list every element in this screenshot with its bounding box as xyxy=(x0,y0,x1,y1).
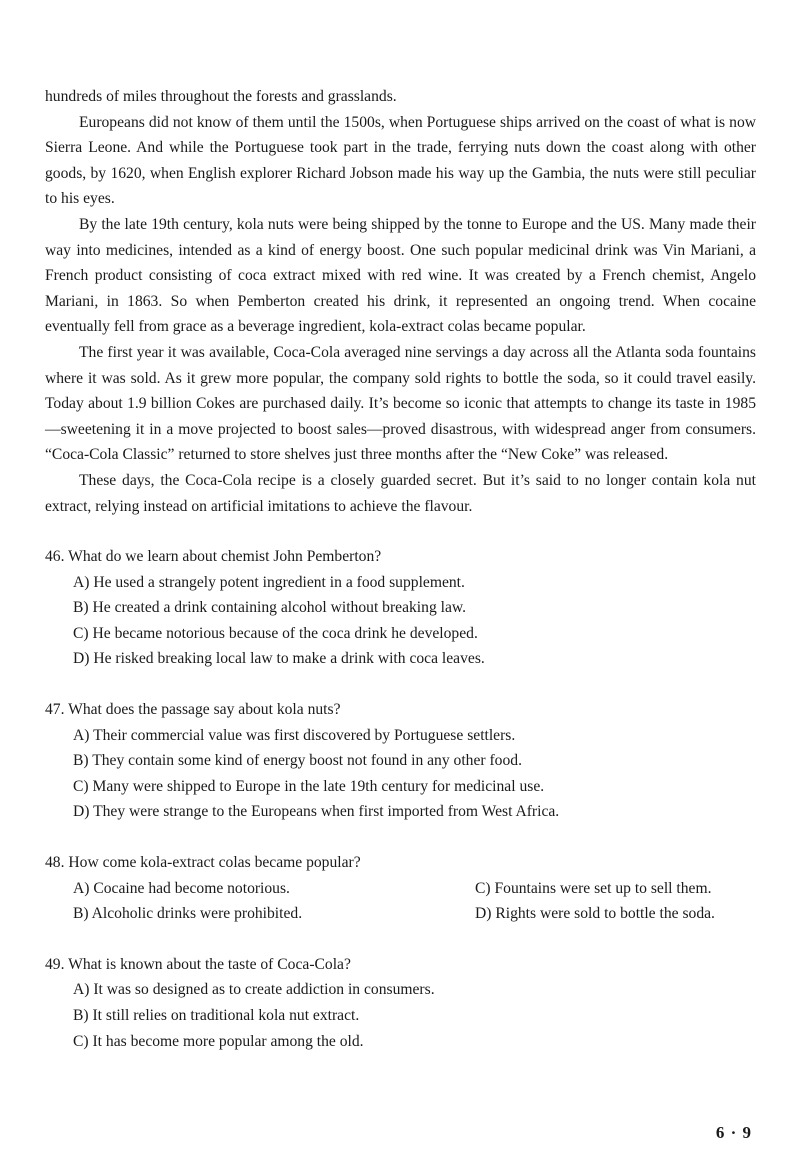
answer-option: C) Fountains were set up to sell them. xyxy=(475,879,712,897)
answer-options-grid xyxy=(73,876,756,927)
answer-option: A) He used a strangely potent ingredient in a food supplement. xyxy=(73,573,465,591)
question-stem: 48. How come kola-extract colas became popular? xyxy=(45,854,361,872)
answer-option: B) He created a drink containing alcohol without breaking law. xyxy=(73,599,467,617)
reading-passage xyxy=(45,84,756,519)
passage-paragraph: The first year it was available, Coca-Cola averaged nine servings a day across all the Atlanta soda fountains where it was sold. As it grew more popular, the company sold rights to bottle the soda, so it could travel easily. Today about 1.9 billion Cokes are purchased daily. It’s become so iconic that attempts to change its taste in 1985—sweetening it in a move projected to boost sales—proved disastrous, with widespread anger from consumers. “Coca-Cola Classic” returned to store shelves just three months after the “New Coke” was released. xyxy=(45,343,756,464)
question-stem: 49. What is known about the taste of Coca-Cola? xyxy=(45,955,351,973)
passage-paragraph: By the late 19th century, kola nuts were being shipped by the tonne to Europe and the US. Many made their way into medicines, intended as a kind of energy boost. One such popular medicinal drink was Vin Mariani, a French product consisting of coca extract mixed with red wine. It was created by a French chemist, Angelo Mariani, in 1863. So when Pemberton created his drink, it represented an ongoing trend. When cocaine eventually fell from grace as a beverage ingredient, kola-extract colas became popular. xyxy=(45,215,756,336)
question-49 xyxy=(45,952,756,1054)
answer-option: D) Rights were sold to bottle the soda. xyxy=(475,905,715,923)
question-47 xyxy=(45,697,756,825)
answer-option: C) He became notorious because of the coca drink he developed. xyxy=(73,624,478,642)
answer-option: C) It has become more popular among the old. xyxy=(73,1032,364,1050)
question-46 xyxy=(45,544,756,672)
answer-option: B) They contain some kind of energy boost not found in any other food. xyxy=(73,752,522,770)
question-stem: 47. What does the passage say about kola nuts? xyxy=(45,701,341,719)
question-stem: 46. What do we learn about chemist John Pemberton? xyxy=(45,548,382,566)
answer-option: C) Many were shipped to Europe in the late 19th century for medicinal use. xyxy=(73,777,545,795)
answer-option: D) They were strange to the Europeans when first imported from West Africa. xyxy=(73,803,560,821)
answer-option: A) Cocaine had become notorious. xyxy=(73,879,290,897)
passage-paragraph: These days, the Coca-Cola recipe is a closely guarded secret. But it’s said to no longer contain kola nut extract, relying instead on artificial imitations to achieve the flavour. xyxy=(45,471,756,515)
passage-paragraph: hundreds of miles throughout the forests and grasslands. xyxy=(45,88,397,105)
passage-paragraph: Europeans did not know of them until the 1500s, when Portuguese ships arrived on the coast of what is now Sierra Leone. And while the Portuguese took part in the trade, ferrying nuts down the coast along with other goods, by 1620, when English explorer Richard Jobson made his way up the Gambia, the nuts were still peculiar to his eyes. xyxy=(45,113,756,208)
answer-option: D) He risked breaking local law to make a drink with coca leaves. xyxy=(73,650,485,668)
answer-option: A) It was so designed as to create addiction in consumers. xyxy=(73,981,435,999)
answer-option: B) It still relies on traditional kola nut extract. xyxy=(73,1007,360,1024)
question-48 xyxy=(45,850,756,927)
page-number: 6 · 9 xyxy=(715,1123,752,1142)
answer-option: B) Alcoholic drinks were prohibited. xyxy=(73,905,303,923)
exam-page xyxy=(45,84,756,1054)
answer-option: A) Their commercial value was first discovered by Portuguese settlers. xyxy=(73,726,516,744)
